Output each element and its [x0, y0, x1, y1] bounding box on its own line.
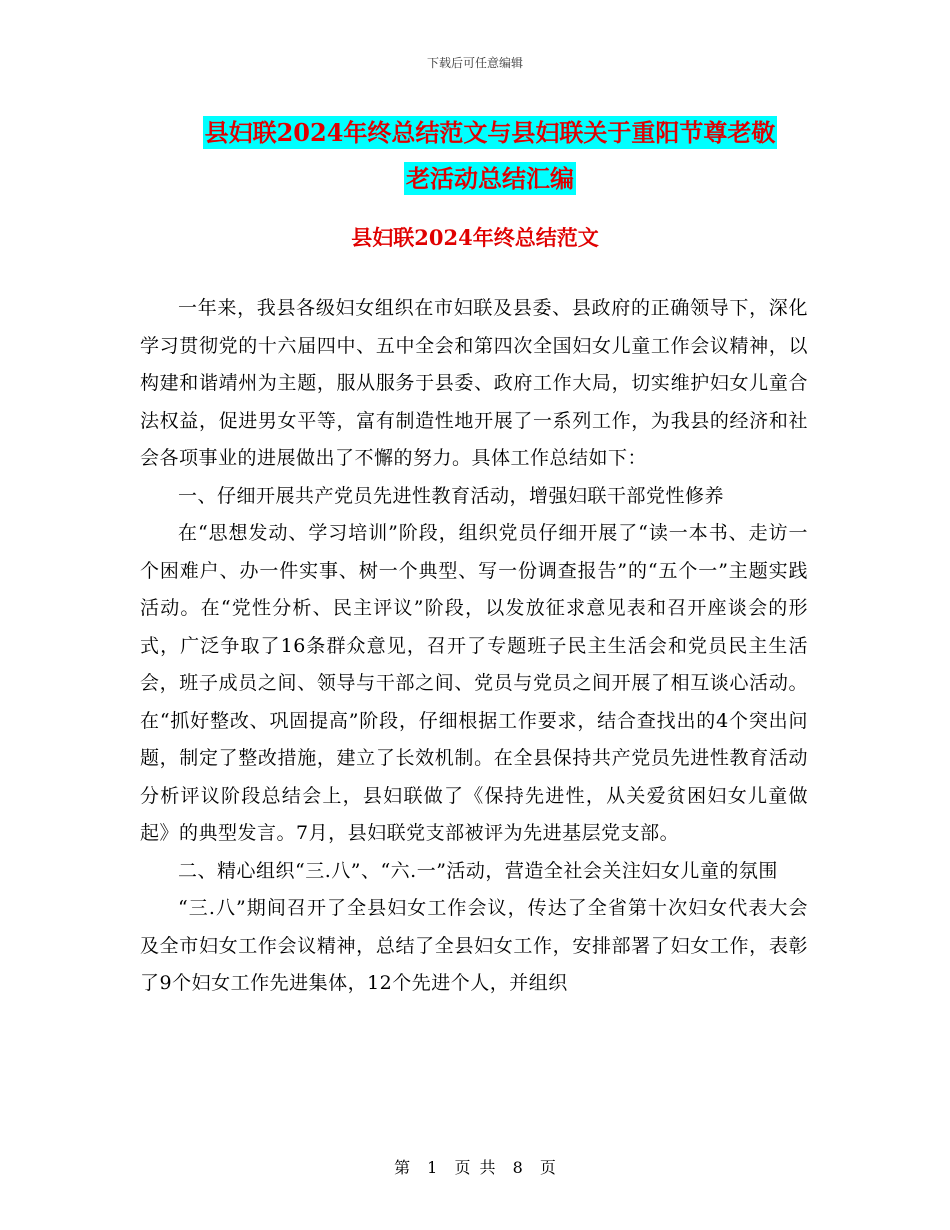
- section-title: 县妇联2024年终总结范文: [351, 225, 599, 250]
- footer-mid: 页 共: [454, 1158, 496, 1177]
- page-total: 8: [512, 1158, 523, 1177]
- paragraph-intro: 一年来，我县各级妇女组织在市妇联及县委、县政府的正确领导下，深化学习贯彻党的十六届四中、五中全会和第四次全国妇女儿童工作会议精神，以构建和谐靖州为主题，服从服务于县委、政府工作大局，切实维护妇女儿童合法权益，促进男女平等，富有制造性地开展了一系列工作，为我县的经济和社会各项事业的进展做出了不懈的努力。具体工作总结如下：: [140, 297, 808, 469]
- paragraph-heading-2: 二、精心组织“三.八”、“六.一”活动，营造全社会关注妇女儿童的氛围: [178, 859, 778, 882]
- paragraph-heading-1: 一、仔细开展共产党员先进性教育活动，增强妇联干部党性修养: [178, 484, 725, 507]
- paragraph-party-education: 在“思想发动、学习培训”阶段，组织党员仔细开展了“读一本书、走访一个困难户、办一件实事、树一个典型、写一份调查报告”的“五个一”主题实践活动。在“党性分析、民主评议”阶段，以发放征求意见表和召开座谈会的形式，广泛争取了16条群众意见，召开了专题班子民主生活会和党员民主生活会，班子成员之间、领导与干部之间、党员与党员之间开展了相互谈心活动。在“抓好整改、巩固提高”阶段，仔细根据工作要求，结合查找出的4个突出问题，制定了整改措施，建立了长效机制。在全县保持共产党员先进性教育活动分析评议阶段总结会上，县妇联做了《保持先进性，从关爱贫困妇女儿童做起》的典型发言。7月，县妇联党支部被评为先进基层党支部。: [140, 522, 808, 844]
- document-title: [140, 110, 840, 202]
- page-current: 1: [427, 1158, 438, 1177]
- body-text: [140, 290, 808, 1003]
- title-line-2: 老活动总结汇编: [406, 164, 574, 193]
- title-line-1: 县妇联2024年终总结范文与县妇联关于重阳节尊老敬: [204, 118, 776, 147]
- paragraph-women-day: “三.八”期间召开了全县妇女工作会议，传达了全省第十次妇女代表大会及全市妇女工作会议精神，总结了全县妇女工作，安排部署了妇女工作，表彰了9个妇女工作先进集体，12个先进个人，并组织: [140, 897, 808, 994]
- page-footer: [0, 1155, 950, 1178]
- footer-prefix: 第: [394, 1158, 411, 1177]
- footer-suffix: 页: [539, 1158, 556, 1177]
- header-note: 下载后可任意编辑: [426, 56, 523, 70]
